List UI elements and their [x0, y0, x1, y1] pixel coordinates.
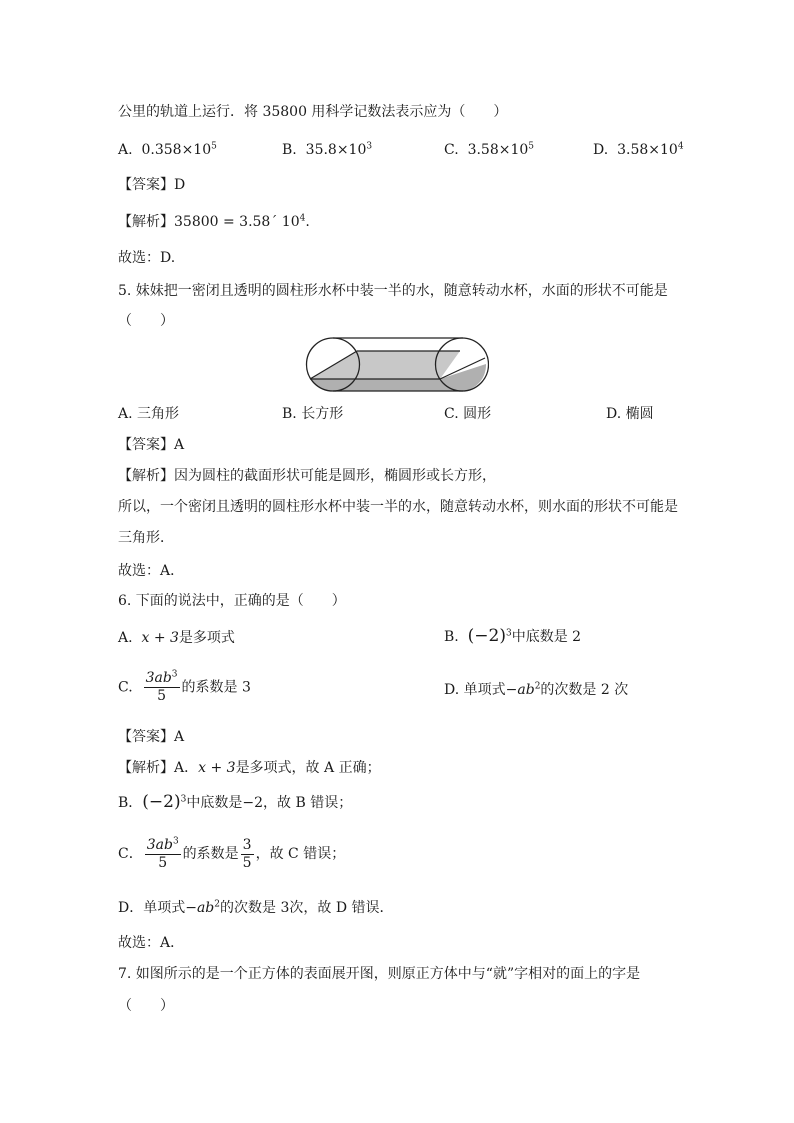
q6-analysis-c: C． $\frac{3ab^3}{5}$ 的系数是 $\frac{3}{5}$ ，故 C 错误； — [118, 835, 346, 871]
q5-option-c: C. 圆形 — [444, 406, 492, 422]
q4-option-a: A. $0.358\times 10^5$ — [118, 141, 217, 158]
q7-paren: （ ） — [118, 998, 174, 1014]
q6-option-c: C. $\frac{3ab^3}{5}$ 的系数是 3 — [118, 669, 251, 704]
q5-analysis-3: 三角形． — [118, 530, 174, 546]
fraction-3-over-5: $\frac{3}{5}$ — [242, 836, 252, 871]
q5-paren: （ ） — [118, 313, 174, 329]
q5-option-a: A. 三角形 — [118, 406, 180, 422]
q4-stem: 公里的轨道上运行．将 35800 用科学记数法表示应为（ ） — [118, 104, 508, 120]
q5-option-b: B. 长方形 — [282, 406, 344, 422]
q6-option-a: A. x + 3是多项式 — [118, 630, 235, 646]
q7-stem: 7. 如图所示的是一个正方体的表面展开图，则原正方体中与“就”字相对的面上的字是 — [118, 966, 641, 982]
q5-answer: 【答案】A — [118, 437, 185, 453]
q4-answer: 【答案】D — [118, 177, 186, 193]
q4-option-b: B. $35.8\times 10^3$ — [282, 141, 373, 158]
fraction-3ab3-over-5-analysis: $\frac{3ab^3}{5}$ — [146, 835, 179, 871]
q6-choose: 故选：A． — [118, 935, 185, 951]
fraction-3ab3-over-5: $\frac{3ab^3}{5}$ — [145, 669, 178, 704]
q5-option-d: D. 椭圆 — [606, 406, 654, 422]
q6-analysis-b: B．$(-2)^3$中底数是−2，故 B 错误； — [118, 792, 353, 812]
q6-answer: 【答案】A — [118, 729, 185, 745]
q6-option-d: D. 单项式$-ab^2$的次数是 2 次 — [444, 681, 629, 698]
cylinder-figure — [305, 336, 489, 394]
q4-option-c: C. $3.58\times 10^5$ — [444, 141, 535, 158]
q6-option-b: B. $(-2)^3$中底数是 2 — [444, 626, 582, 646]
q4-option-d: D. $3.58\times 10^4$ — [593, 141, 684, 158]
q5-choose: 故选：A． — [118, 563, 185, 579]
q4-choose: 故选：D. — [118, 250, 176, 266]
q6-analysis-a: 【解析】A．x + 3是多项式，故 A 正确； — [118, 760, 381, 776]
q5-analysis-2: 所以，一个密闭且透明的圆柱形水杯中装一半的水，随意转动水杯，则水面的形状不可能是 — [118, 499, 678, 515]
q6-stem: 6. 下面的说法中，正确的是（ ） — [118, 593, 346, 609]
q6-analysis-d: D．单项式$-ab^2$的次数是 3次，故 D 错误． — [118, 899, 394, 916]
q5-stem: 5. 妹妹把一密闭且透明的圆柱形水杯中装一半的水，随意转动水杯，水面的形状不可能是 — [118, 283, 668, 299]
q5-analysis-1: 【解析】因为圆柱的截面形状可能是圆形，椭圆形或长方形， — [118, 468, 496, 484]
q4-analysis: 【解析】35800 = 3.58´ $10^4$. — [118, 213, 310, 230]
